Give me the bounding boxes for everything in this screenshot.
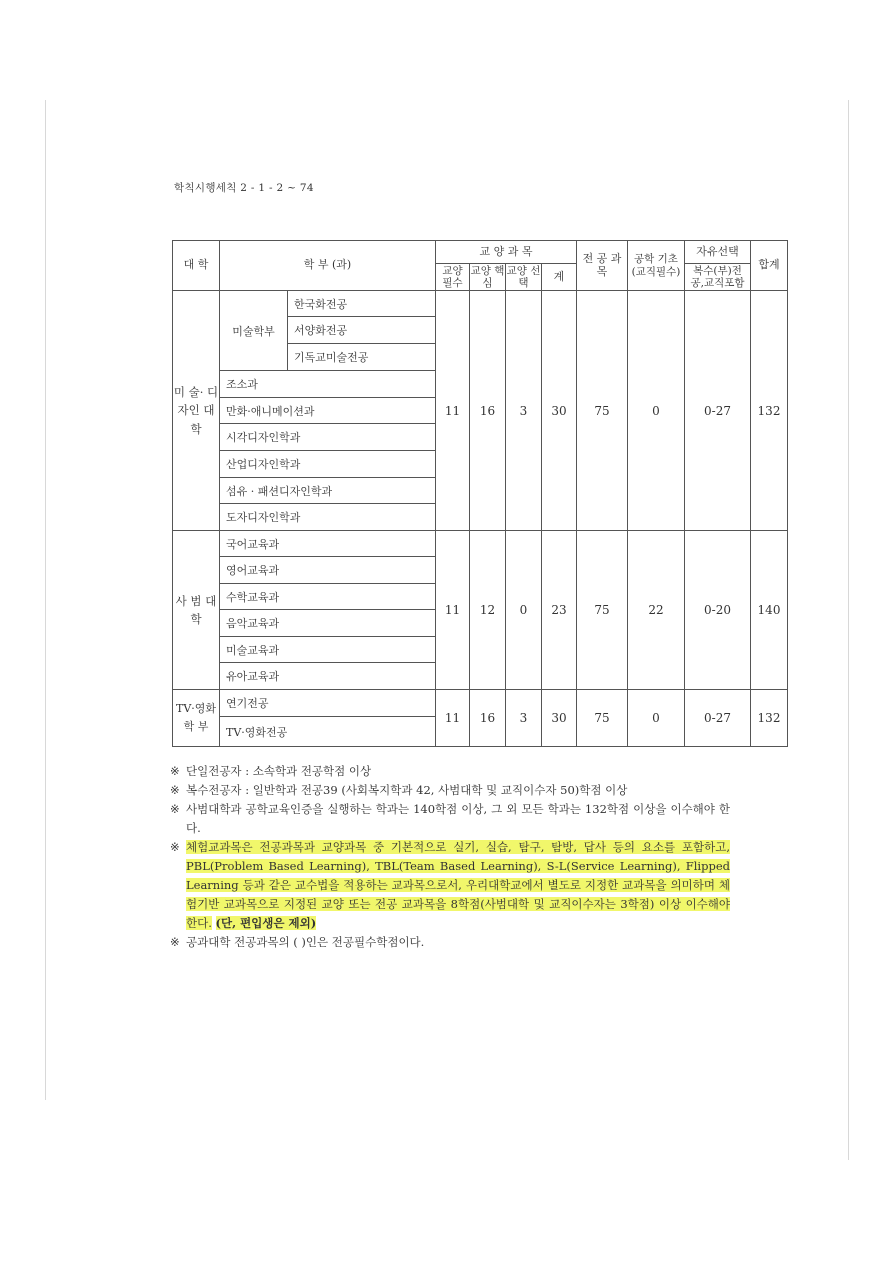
department-name: 미술교육과 [220, 637, 436, 663]
department-name: 조소과 [220, 371, 436, 398]
note-mark: ※ [170, 764, 180, 778]
note-text: 단일전공자 : 소속학과 전공학점 이상 [186, 764, 372, 778]
table-row [173, 531, 788, 557]
note-mark: ※ [170, 935, 180, 949]
department-name: 시각디자인학과 [220, 424, 436, 451]
liberal-sum-value: 30 [542, 690, 577, 747]
note-experiential-courses [170, 838, 730, 933]
table-row [173, 690, 788, 717]
note-text: 사범대학과 공학교육인증을 실행하는 학과는 140학점 이상, 그 외 모든 학과는 132학점 이상을 이수해야 한다. [186, 802, 730, 835]
department-name: 영어교육과 [220, 557, 436, 584]
department-name: 수학교육과 [220, 584, 436, 610]
major-name: 한국화전공 [288, 291, 436, 317]
department-name: 섬유 · 패션디자인학과 [220, 478, 436, 504]
engineering-basic-value: 0 [628, 690, 685, 747]
total-credits-value: 140 [751, 531, 788, 690]
note-engineering-required [170, 933, 730, 952]
note-text: 복수전공자 : 일반학과 전공39 (사회복지학과 42, 사범대학 및 교직이수자 50)학점 이상 [186, 783, 628, 797]
liberal-sum-value: 23 [542, 531, 577, 690]
liberal-elective-value: 0 [506, 531, 542, 690]
scan-edge-left [45, 100, 46, 1100]
free-elective-value: 0-27 [685, 690, 751, 747]
col-free-elective-header: 자유선택 [685, 241, 751, 264]
credit-requirements-table [172, 240, 788, 747]
department-name: 도자디자인학과 [220, 504, 436, 531]
department-name: 연기전공 [220, 690, 436, 717]
liberal-required-value: 11 [436, 690, 470, 747]
note-double-major [170, 781, 730, 800]
major-name: 기독교미술전공 [288, 344, 436, 371]
col-department-header: 학 부 (과) [220, 241, 436, 291]
highlighted-note-text: 체험교과목은 전공과목과 교양과목 중 기본적으로 실기, 실습, 탐구, 탐방, 답사 등의 요소를 포함하고, PBL(Problem Based Learning), TBL(Team Based Learning), S-L(Service Learning), Flipped Learning 등과 같은 교수법을 적용하는 교과목으로서, 우리대학교에서 별도로 지정한 교과목을 의미하며 체험기반 교과목으로 지정된 교양 또는 전공 교과목을 8학점(사범대학 및 교직이수자는 3학점) 이상 이수해야 한다. [186, 840, 730, 930]
school-tv-film: TV·영화 학 부 [173, 690, 220, 747]
liberal-required-value: 11 [436, 291, 470, 531]
col-liberal-sum-header: 계 [542, 264, 577, 291]
note-mark: ※ [170, 802, 180, 816]
page-reference: 학칙시행세칙 2 - 1 - 2 ~ 74 [174, 182, 314, 194]
col-liberal-elective-header: 교양 선택 [506, 264, 541, 289]
free-elective-value: 0-27 [685, 291, 751, 531]
major-credits-value: 75 [577, 291, 628, 531]
note-mark: ※ [170, 783, 180, 797]
header-row-1 [173, 241, 788, 264]
department-name: 국어교육과 [220, 531, 436, 557]
col-college-header: 대 학 [173, 241, 220, 291]
liberal-core-value: 16 [470, 291, 506, 531]
department-name: 산업디자인학과 [220, 451, 436, 478]
liberal-required-value: 11 [436, 531, 470, 690]
engineering-basic-value: 0 [628, 291, 685, 531]
department-name: TV·영화전공 [220, 717, 436, 747]
engineering-basic-value: 22 [628, 531, 685, 690]
col-total-header: 합계 [751, 241, 788, 291]
col-major-header: 전 공 과 목 [577, 241, 628, 291]
department-name: 음악교육과 [220, 610, 436, 637]
scan-edge-right [848, 100, 849, 1160]
col-liberal-core-header: 교양 핵심 [470, 264, 505, 289]
liberal-core-value: 16 [470, 690, 506, 747]
table-row [173, 291, 788, 317]
total-credits-value: 132 [751, 291, 788, 531]
col-liberal-required-header: 교양 필수 [436, 264, 470, 291]
college-art-design: 미 술· 디자인 대 학 [173, 291, 220, 531]
major-credits-value: 75 [577, 690, 628, 747]
major-name: 서양화전공 [288, 317, 436, 344]
highlighted-note-exception: (단, 편입생은 제외) [215, 916, 317, 930]
school-fine-arts: 미술학부 [220, 291, 288, 371]
liberal-elective-value: 3 [506, 291, 542, 531]
liberal-core-value: 12 [470, 531, 506, 690]
total-credits-value: 132 [751, 690, 788, 747]
col-engineering-basic-header: 공학 기초 (교직필수) [628, 241, 685, 291]
free-elective-value: 0-20 [685, 531, 751, 690]
notes-section [170, 762, 730, 952]
col-free-elective-sub-header: 복수(부)전 공,교직포함 [685, 264, 751, 291]
major-credits-value: 75 [577, 531, 628, 690]
note-total-credits [170, 800, 730, 838]
note-text: 공과대학 전공과목의 ( )인은 전공필수학점이다. [186, 935, 425, 949]
liberal-sum-value: 30 [542, 291, 577, 531]
note-mark: ※ [170, 840, 180, 854]
note-single-major [170, 762, 730, 781]
col-liberal-arts-header: 교 양 과 목 [436, 241, 577, 264]
liberal-elective-value: 3 [506, 690, 542, 747]
department-name: 유아교육과 [220, 663, 436, 690]
department-name: 만화·애니메이션과 [220, 398, 436, 424]
college-education: 사 범 대 학 [173, 531, 220, 690]
